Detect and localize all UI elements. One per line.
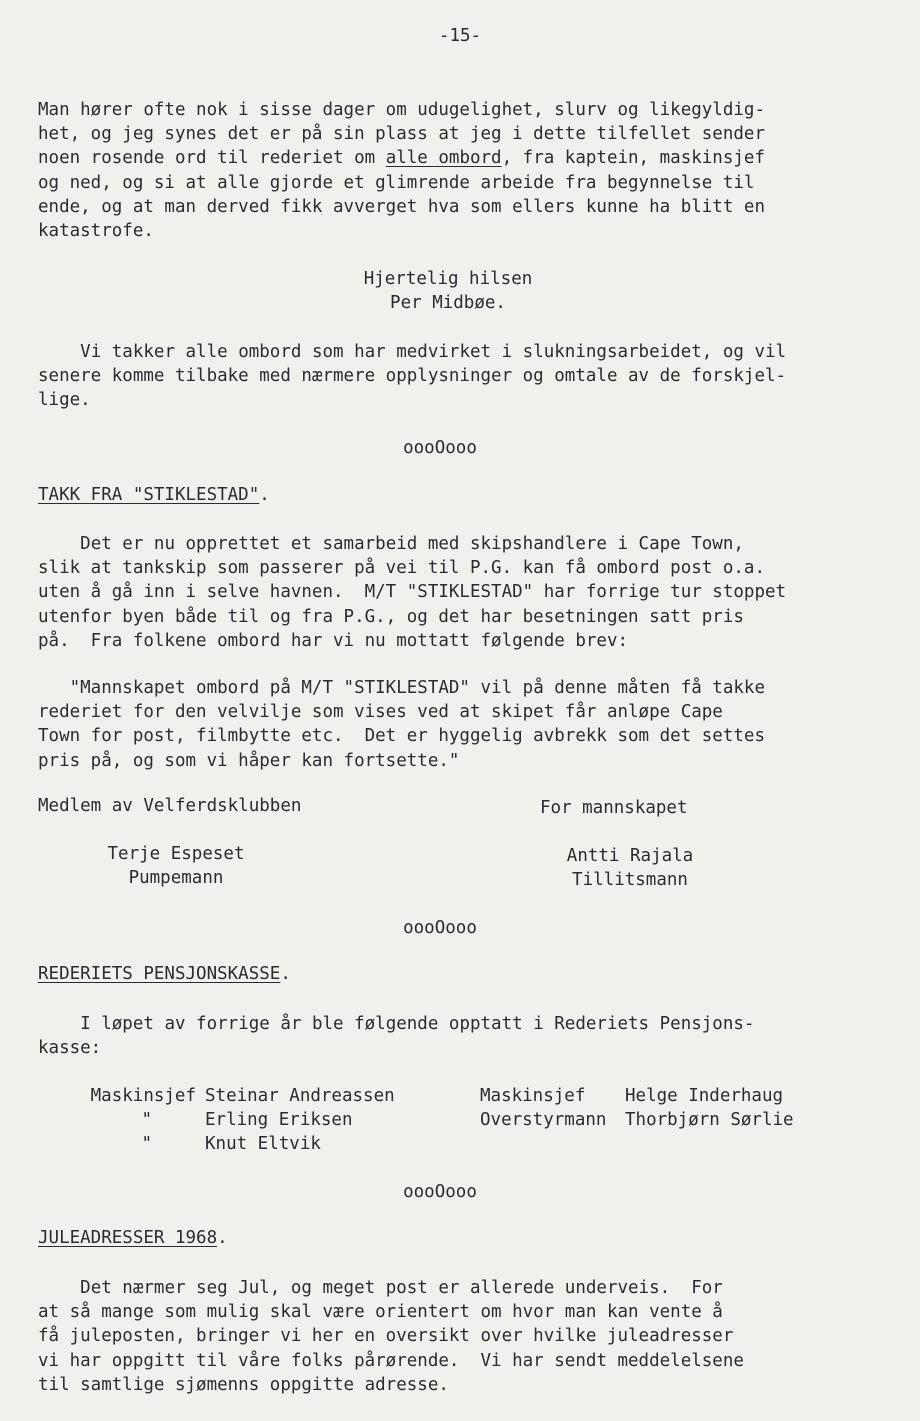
intro-paragraph bbox=[38, 98, 898, 243]
list-item-name: Helge Inderhaug bbox=[625, 1086, 784, 1106]
separator-1: oooOooo bbox=[403, 438, 477, 458]
stiklestad-paragraph: Det er nu opprettet et samarbeid med skipshandlere i Cape Town, slik at tankskip som passerer på vei til P.G. kan få ombord post o.a. uten å gå inn i selve havnen. M/T "STIKLESTAD" har forrige tur stoppet utenfor byen både til og fra P.G., og det har besetningen satt pris på. Fra folkene ombord har vi nu mottatt følgende brev: bbox=[38, 534, 787, 651]
right-signature-name: Antti Rajala bbox=[566, 846, 694, 866]
heading-text: TAKK FRA "STIKLESTAD" bbox=[38, 485, 260, 505]
right-signature-title: For mannskapet bbox=[540, 798, 688, 818]
heading-punct: . bbox=[280, 964, 291, 984]
signoff-greeting: Hjertelig hilsen bbox=[363, 269, 533, 289]
heading-text: JULEADRESSER 1968 bbox=[38, 1228, 218, 1248]
section-heading-stiklestad bbox=[38, 483, 270, 507]
intro-text-end: , fra kaptein, maskinsjef og ned, og si at alle gjorde et glimrende arbeide fra begynnelse til ende, og at man derved fikk avverget hva som ellers kunne ha blitt en katastrofe. bbox=[38, 148, 765, 242]
list-item-name: Steinar Andreassen bbox=[205, 1086, 395, 1106]
stiklestad-letter: "Mannskapet ombord på M/T "STIKLESTAD" vil på denne måten få takke rederiet for den velvilje som vises ved at skipet får anløpe Cape Town for post, filmbytte etc. Det er hyggelig avbrekk som det settes pris på, og som vi håper kan fortsette." bbox=[38, 678, 765, 771]
list-item-title: Maskinsjef bbox=[90, 1086, 196, 1106]
right-signature-role: Tillitsmann bbox=[572, 870, 688, 890]
left-signature-name: Terje Espeset bbox=[107, 844, 245, 864]
list-item-name: Erling Eriksen bbox=[205, 1110, 353, 1130]
list-item-title: Maskinsjef bbox=[480, 1086, 596, 1106]
list-item-name: Thorbjørn Sørlie bbox=[625, 1110, 794, 1130]
intro-underlined-phrase: alle ombord bbox=[385, 148, 502, 169]
christmas-paragraph: Det nærmer seg Jul, og meget post er allerede underveis. For at så mange som mulig skal være orientert om hvor man kan vente å få juleposten, bringer vi her en oversikt over hvilke juleadresser vi har oppgitt til våre folks pårørende. Vi har sendt meddelelsene til samtlige sjømenns oppgitte adresse. bbox=[38, 1278, 744, 1395]
intro-text-start: Man hører ofte nok i sisse dager om udugelighet, slurv og likegyldig- het, og jeg synes det er på sin plass at jeg i dette tilfellet sender noen rosende ord til rederiet om bbox=[38, 100, 765, 169]
pension-paragraph: I løpet av forrige år ble følgende opptatt i Rederiets Pensjons- kasse: bbox=[38, 1014, 755, 1059]
section-heading-christmas bbox=[38, 1226, 228, 1250]
section-heading-pension bbox=[38, 962, 291, 986]
heading-punct: . bbox=[259, 485, 270, 505]
separator-3: oooOooo bbox=[403, 1182, 477, 1202]
thanks-paragraph: Vi takker alle ombord som har medvirket i slukningsarbeidet, og vil senere komme tilbake med nærmere opplysninger og omtale av de forskjel- lige. bbox=[38, 342, 787, 411]
heading-punct: . bbox=[217, 1228, 228, 1248]
list-item-title: Overstyrmann bbox=[480, 1110, 607, 1130]
list-item-ditto: " bbox=[141, 1110, 152, 1130]
left-signature-role: Pumpemann bbox=[128, 868, 224, 888]
separator-2: oooOooo bbox=[403, 918, 477, 938]
list-item-ditto: " bbox=[141, 1134, 152, 1154]
heading-text: REDERIETS PENSJONSKASSE bbox=[38, 964, 281, 984]
left-signature-title: Medlem av Velferdsklubben bbox=[38, 796, 302, 816]
list-item-name: Knut Eltvik bbox=[205, 1134, 321, 1154]
page-number: -15- bbox=[438, 26, 482, 46]
signoff-name: Per Midbøe. bbox=[390, 293, 506, 313]
